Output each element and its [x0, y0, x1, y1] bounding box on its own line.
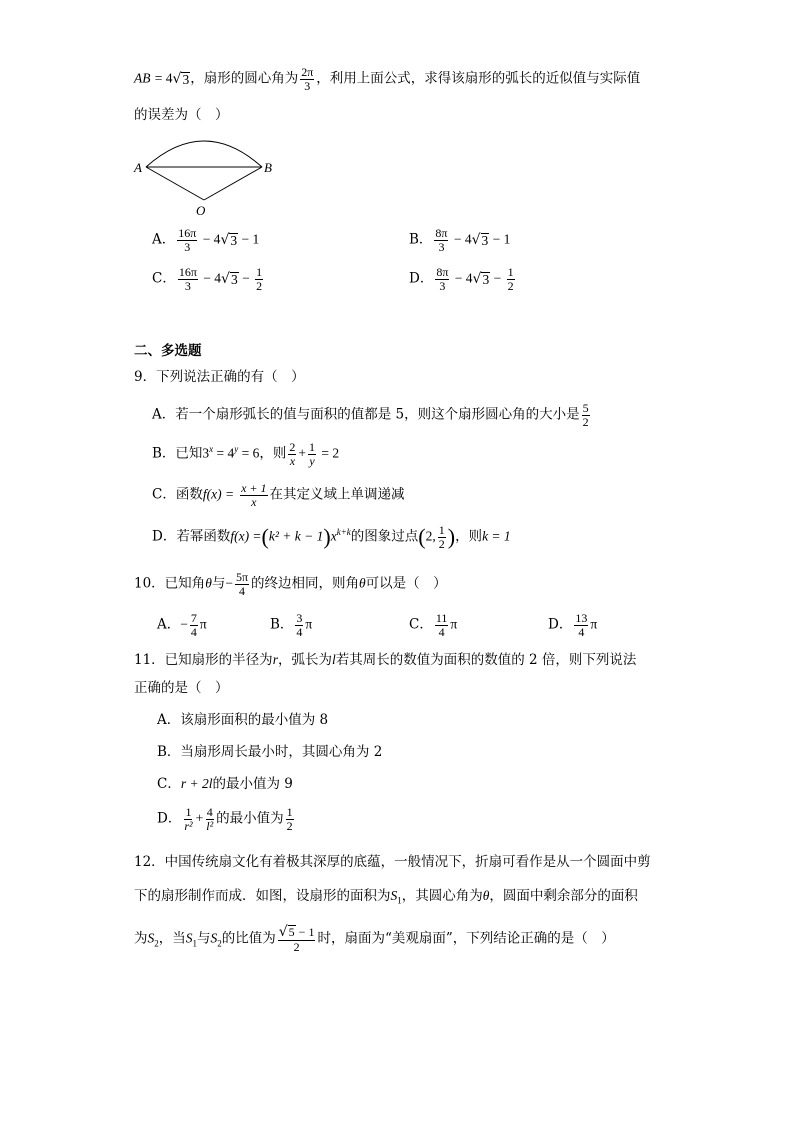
radius-oa	[146, 167, 204, 200]
q10-stem: 10．已知角θ与− $\frac{5\pi}{4}$ 的终边相同，则角θ可以是（ ）	[134, 570, 447, 598]
q10-option-d[interactable]: D． $\frac{13}{4}$ π	[548, 611, 598, 639]
q9-option-b[interactable]: B．已知$3^x = 4^y = 6$，则 $\frac{2}{x}$ + $\frac{1}{y}$ = 2	[152, 440, 340, 468]
ab-label: AB	[134, 70, 151, 86]
q8-option-d[interactable]: D． $\frac{8\pi}{3}$ − 4 √ 3 − $\frac{1}{2}$	[409, 265, 514, 293]
q8-option-b[interactable]: B． $\frac{8\pi}{3}$ − 4 √ 3 − 1	[409, 226, 511, 254]
q11-option-d[interactable]: D． $\frac{1}{\text{r²}}$ + $\frac{4}{\text{l²}}$ 的最小值为 $\frac{1}{2}$	[157, 805, 293, 833]
angle-fraction: $\frac{2\pi}{3}$	[301, 65, 314, 93]
q8-option-c[interactable]: C． $\frac{16\pi}{3}$ − 4 √ 3 − $\frac{1}{2}$	[152, 265, 263, 293]
q9-option-d[interactable]: D．若幂函数$f(x) =(k^2 + k - 1)x^{k+k}$的图象过点(2, $\frac{1}{2}$ )，则k = 1	[152, 523, 511, 551]
q9-stem: 9．下列说法正确的有（ ）	[134, 369, 305, 385]
q8-line2: 的误差为（ ）	[134, 107, 229, 123]
label-b: B	[264, 160, 272, 175]
q10-option-a[interactable]: A．− $\frac{7}{4}$ π	[157, 611, 207, 639]
q11-option-b[interactable]: B．当扇形周长最小时，其圆心角为 2	[157, 744, 383, 760]
q9-option-c[interactable]: C．函数f(x) = $\frac{x + 1}{x}$ 在其定义域上单调递减	[152, 481, 405, 509]
q11-line1: 11．已知扇形的半径为r，弧长为l若其周长的数值为面积的数值的 2 倍，则下列说法	[134, 652, 637, 668]
sqrt-3: √ 3	[172, 70, 190, 87]
q12-line2: 下的扇形制作而成．如图，设扇形的面积为$S_1$，其圆心角为θ，圆面中剩余部分的面积	[134, 888, 638, 906]
q11-option-a[interactable]: A．该扇形面积的最小值为 8	[157, 712, 329, 728]
arc	[146, 141, 262, 167]
q12-line3: 为$S_2$，当$S_1$与$S_2$的比值为 √ 5 − 1 2 时，扇面为“美观扇面”，下列结论正确的是（ ）	[134, 924, 615, 954]
section-title: 二、多选题	[134, 343, 202, 359]
q8-option-a[interactable]: A． $\frac{16\pi}{3}$ − 4 √ 3 − 1	[152, 226, 260, 254]
q11-line2: 正确的是（ ）	[134, 680, 229, 696]
q9-option-a[interactable]: A．若一个扇形弧长的值与面积的值都是 5，则这个扇形圆心角的大小是 $\frac{5}{2}$	[152, 401, 589, 429]
sector-figure	[128, 120, 278, 220]
q10-option-c[interactable]: C． $\frac{11}{4}$ π	[409, 611, 458, 639]
q12-line1: 12．中国传统扇文化有着极其深厚的底蕴，一般情况下，折扇可看作是从一个圆面中剪	[134, 854, 651, 870]
q11-option-c[interactable]: C．r + 2l的最小值为 9	[157, 776, 293, 792]
label-a: A	[134, 160, 142, 175]
radius-ob	[204, 167, 262, 200]
q10-option-b[interactable]: B． $\frac{3}{4}$ π	[270, 611, 313, 639]
q8-line1: AB = 4 √ 3 ，扇形的圆心角为 $\frac{2\pi}{3}$ ，利用上面公式，求得该扇形的弧长的近似值与实际值	[134, 65, 641, 93]
label-o: O	[196, 203, 206, 218]
